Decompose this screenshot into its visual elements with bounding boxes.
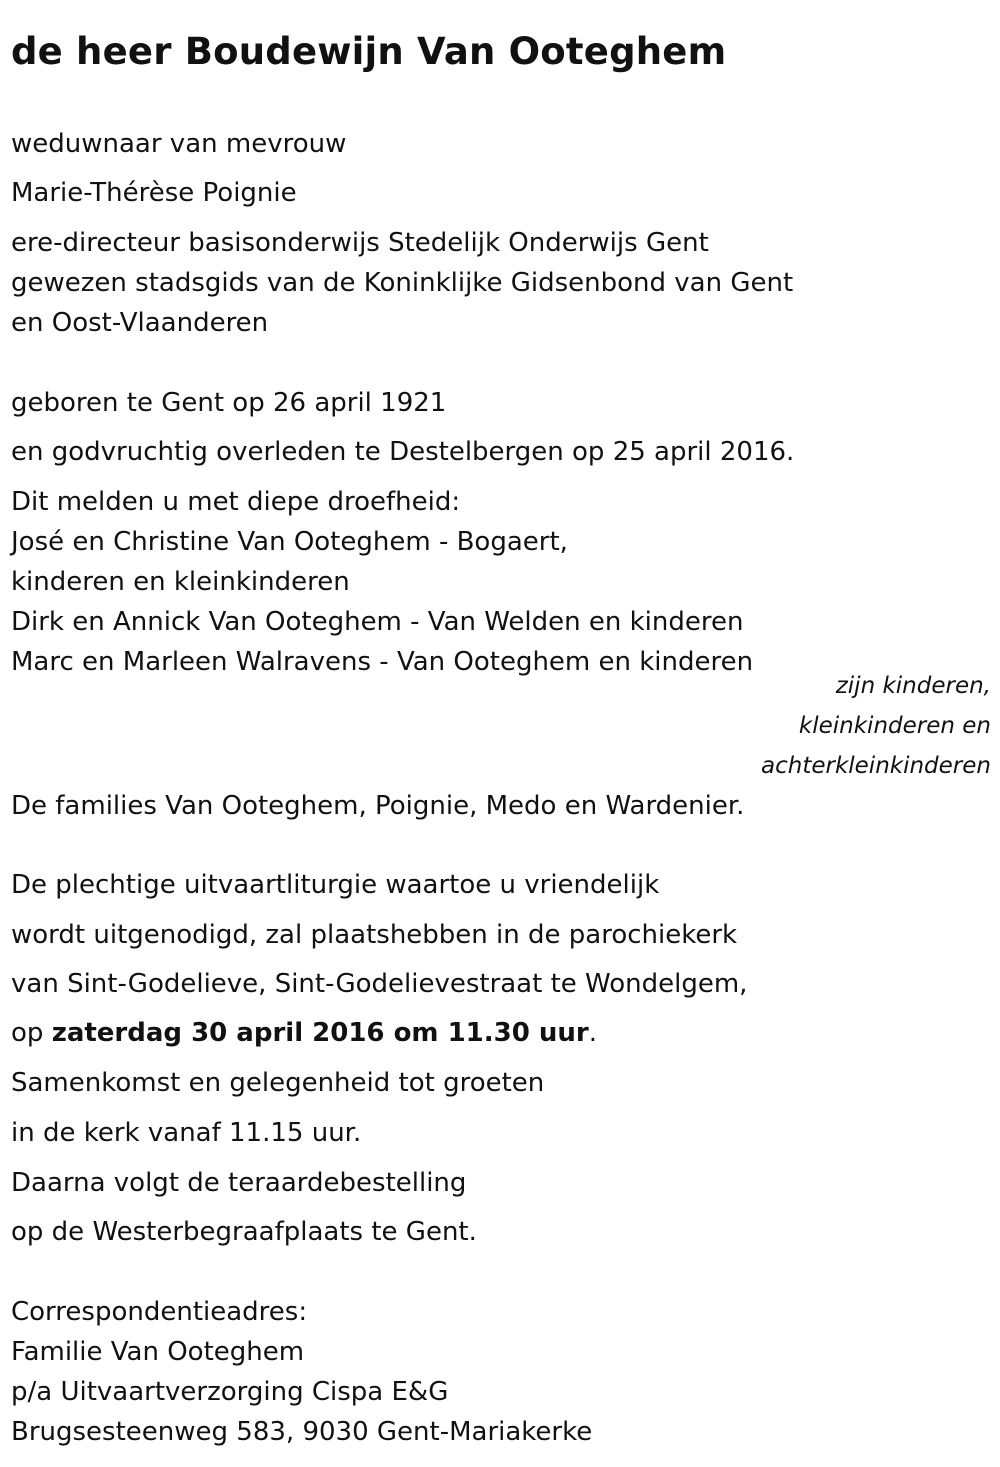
burial-line-1: Daarna volgt de teraardebestelling (11, 1168, 467, 1198)
death-line: en godvruchtig overleden te Destelbergen op 25 april 2016. (11, 437, 795, 467)
relation-line-2: kleinkinderen en (798, 713, 991, 739)
families-line: De families Van Ooteghem, Poignie, Medo en Wardenier. (11, 791, 745, 821)
funeral-line-2: wordt uitgenodigd, zal plaatshebben in de parochiekerk (11, 920, 738, 950)
role-line-2: gewezen stadsgids van de Koninklijke Gidsenbond van Gent (11, 268, 794, 298)
correspondence-care: p/a Uitvaartverzorging Cispa E&G (11, 1377, 449, 1407)
deceased-name-heading: de heer Boudewijn Van Ooteghem (11, 30, 727, 73)
family-line-1b: kinderen en kleinkinderen (11, 567, 350, 597)
funeral-date-time: zaterdag 30 april 2016 om 11.30 uur (51, 1018, 589, 1048)
family-line-1: José en Christine Van Ooteghem - Bogaert, (11, 527, 568, 557)
family-line-2: Dirk en Annick Van Ooteghem - Van Welden en kinderen (11, 607, 744, 637)
gathering-line-1: Samenkomst en gelegenheid tot groeten (11, 1068, 545, 1098)
role-line-3: en Oost-Vlaanderen (11, 308, 269, 338)
burial-line-2: op de Westerbegraafplaats te Gent. (11, 1217, 477, 1247)
funeral-date-suffix: . (588, 1018, 597, 1048)
gathering-line-2: in de kerk vanaf 11.15 uur. (11, 1118, 362, 1148)
announcement-line: Dit melden u met diepe droefheid: (11, 487, 461, 517)
funeral-date-prefix: op (11, 1018, 52, 1048)
family-line-3: Marc en Marleen Walravens - Van Ooteghem en kinderen (11, 647, 754, 677)
correspondence-label: Correspondentieadres: (11, 1297, 308, 1327)
widower-line: weduwnaar van mevrouw (11, 129, 347, 159)
birth-line: geboren te Gent op 26 april 1921 (11, 388, 447, 418)
relation-line-1: zijn kinderen, (835, 673, 991, 699)
funeral-date-line (11, 1017, 597, 1049)
funeral-line-3: van Sint-Godelieve, Sint-Godelievestraat te Wondelgem, (11, 969, 748, 999)
correspondence-address: Brugsesteenweg 583, 9030 Gent-Mariakerke (11, 1417, 593, 1447)
funeral-line-1: De plechtige uitvaartliturgie waartoe u vriendelijk (11, 870, 660, 900)
role-line-1: ere-directeur basisonderwijs Stedelijk Onderwijs Gent (11, 228, 709, 258)
relation-line-3: achterkleinkinderen (761, 753, 991, 779)
obituary-notice (11, 0, 991, 1467)
spouse-name: Marie-Thérèse Poignie (11, 178, 297, 208)
correspondence-name: Familie Van Ooteghem (11, 1337, 305, 1367)
